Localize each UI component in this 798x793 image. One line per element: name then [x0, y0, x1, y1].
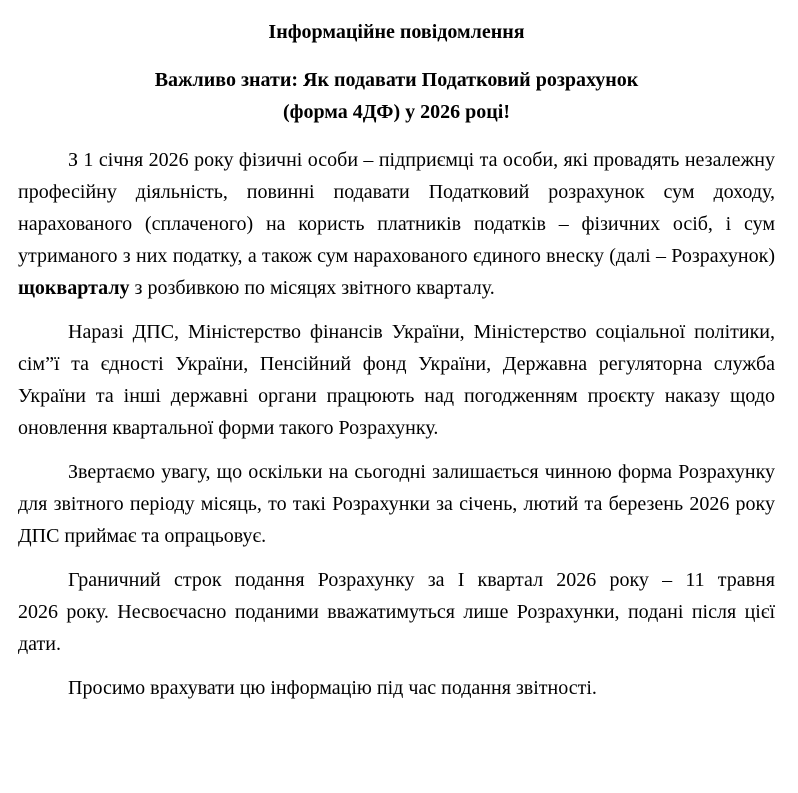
paragraph-text: з розбивкою по місяцях звітного кварталу.: [129, 277, 495, 299]
paragraph: [18, 456, 775, 552]
document-title: Інформаційне повідомлення: [268, 21, 525, 43]
document-body: [18, 144, 775, 704]
document-heading-line2: (форма 4ДФ) у 2026 році!: [282, 101, 510, 123]
paragraph-text: Просимо врахувати цю інформацію під час подання звітності.: [68, 677, 597, 699]
paragraph-text: Граничний строк подання Розрахунку за І квартал 2026 року – 11 травня 2026 року. Несвоєчасно поданими вважатимуться лише Розрахунки, подані після цієї дати.: [18, 569, 775, 655]
paragraph-text: Звертаємо увагу, що оскільки на сьогодні залишається чинною форма Розрахунку для звітного періоду місяць, то такі Розрахунки за січень, лютий та березень 2026 року ДПС приймає та опрацьовує.: [18, 461, 775, 547]
document-heading-line1: Важливо знати: Як подавати Податковий розрахунок: [154, 69, 639, 91]
paragraph: [18, 144, 775, 304]
paragraph: [18, 672, 775, 704]
paragraph: [18, 564, 775, 660]
document-heading: [18, 64, 775, 128]
paragraph-text: Наразі ДПС, Міністерство фінансів України, Міністерство соціальної політики, сім”ї та єдності України, Пенсійний фонд України, Державна регуляторна служба України та інші державні органи працюють над погодженням проєкту наказу щодо оновлення квартальної форми такого Розрахунку.: [18, 321, 775, 439]
paragraph: [18, 316, 775, 444]
paragraph-text: З 1 січня 2026 року фізичні особи – підприємці та особи, які провадять незалежну професійну діяльність, повинні подавати Податковий розрахунок сум доходу, нарахованого (сплаченого) на користь платників податків – фізичних осіб, і сум утриманого з них податку, а також сум нарахованого єдиного внеску (далі – Розрахунок): [18, 149, 775, 267]
paragraph-bold-text: щокварталу: [18, 277, 130, 299]
